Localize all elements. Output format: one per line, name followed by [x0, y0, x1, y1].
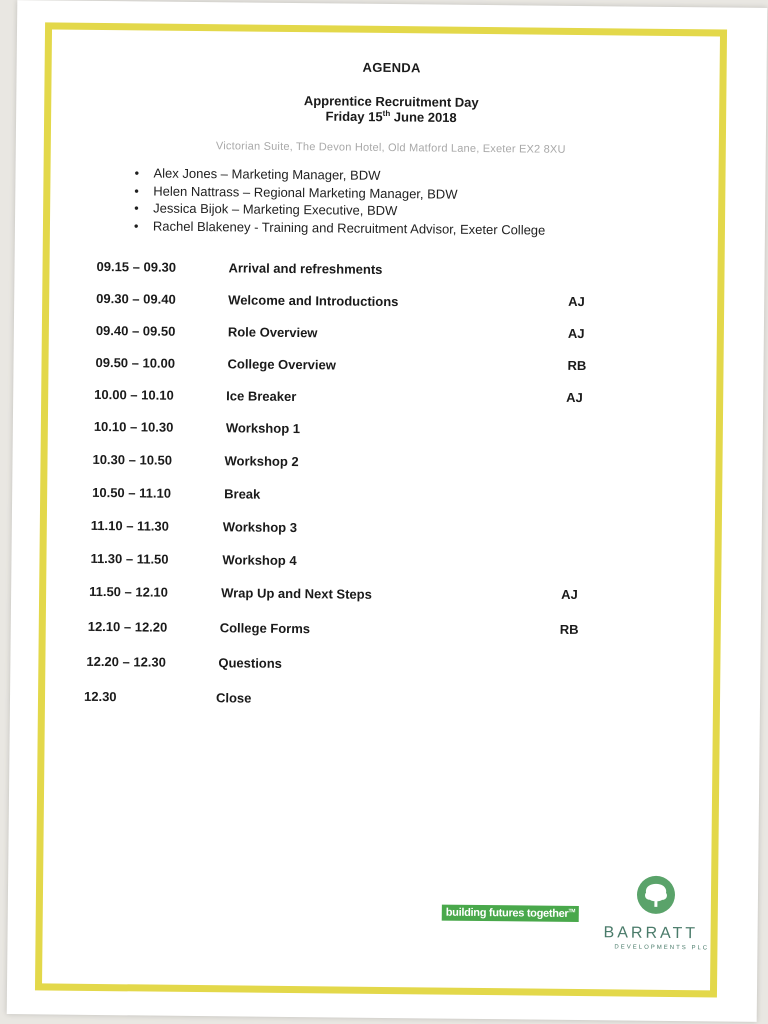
schedule-time: 10.30 – 10.50 — [92, 451, 173, 468]
attendee-list — [131, 164, 546, 238]
schedule-time: 11.50 – 12.10 — [89, 583, 169, 600]
tagline-text: building futures together — [445, 906, 569, 920]
schedule-item: Questions — [218, 655, 283, 671]
schedule-item: Ice Breaker — [226, 388, 297, 405]
event-title: Apprentice Recruitment Day — [303, 93, 479, 110]
tagline-badge — [442, 905, 579, 922]
schedule-item: Welcome and Introductions — [228, 292, 399, 310]
bullet-icon: • — [134, 200, 139, 216]
event-date-ordinal: th — [382, 108, 391, 119]
schedule-item: Role Overview — [227, 324, 318, 341]
schedule-item: Arrival and refreshments — [228, 260, 383, 277]
schedule-time: 12.10 – 12.20 — [87, 618, 168, 635]
schedule-time: 10.10 – 10.30 — [93, 418, 174, 435]
schedule-time: 12.30 — [83, 688, 117, 705]
schedule-lead: RB — [567, 357, 587, 374]
attendee-text: Helen Nattrass – Regional Marketing Manager, BDW — [153, 183, 458, 202]
attendee-text: Jessica Bijok – Marketing Executive, BDW — [153, 200, 398, 219]
schedule-item: Workshop 2 — [224, 453, 299, 470]
schedule-item: College Overview — [227, 356, 336, 373]
schedule-item: Workshop 3 — [222, 519, 298, 536]
brand-subtitle: DEVELOPMENTS PLC — [614, 944, 710, 952]
schedule-item: Break — [224, 486, 261, 502]
attendee-text: Rachel Blakeney - Training and Recruitment Advisor, Exeter College — [152, 218, 546, 238]
bullet-icon: • — [134, 182, 139, 198]
schedule-lead: AJ — [561, 586, 578, 603]
schedule-time: 10.00 – 10.10 — [94, 386, 174, 403]
schedule-time: 12.20 – 12.30 — [86, 653, 167, 670]
schedule-item: Wrap Up and Next Steps — [221, 585, 372, 602]
schedule-item: College Forms — [219, 620, 311, 637]
bullet-icon: • — [134, 165, 140, 181]
schedule-lead: AJ — [566, 389, 583, 406]
tagline-trademark: TM — [568, 908, 576, 915]
attendee-text: Alex Jones – Marketing Manager, BDW — [153, 165, 381, 183]
schedule-lead: AJ — [567, 325, 585, 342]
event-date-day: Friday 15 — [325, 108, 383, 125]
event-date-month-year: June 2018 — [390, 109, 457, 126]
oak-tree-logo-icon — [636, 875, 676, 915]
agenda-sheet — [7, 0, 768, 1022]
venue-line: Victorian Suite, The Devon Hotel, Old Matford Lane, Exeter EX2 8XU — [215, 140, 566, 156]
agenda-heading: AGENDA — [362, 59, 421, 76]
schedule-time: 10.50 – 11.10 — [92, 484, 172, 501]
bullet-icon: • — [133, 217, 139, 233]
schedule-time: 09.30 – 09.40 — [96, 290, 176, 307]
schedule-lead: RB — [559, 621, 579, 638]
schedule-time: 09.15 – 09.30 — [96, 258, 177, 275]
schedule-time: 09.40 – 09.50 — [95, 322, 176, 339]
schedule-item: Workshop 1 — [225, 420, 301, 437]
schedule-item: Close — [215, 690, 252, 706]
schedule-lead: AJ — [568, 293, 585, 310]
schedule-item: Workshop 4 — [222, 552, 297, 569]
schedule-time: 09.50 – 10.00 — [95, 354, 176, 371]
schedule-time: 11.10 – 11.30 — [90, 517, 170, 534]
brand-name: BARRATT — [603, 924, 699, 943]
schedule-time: 11.30 – 11.50 — [90, 550, 169, 567]
